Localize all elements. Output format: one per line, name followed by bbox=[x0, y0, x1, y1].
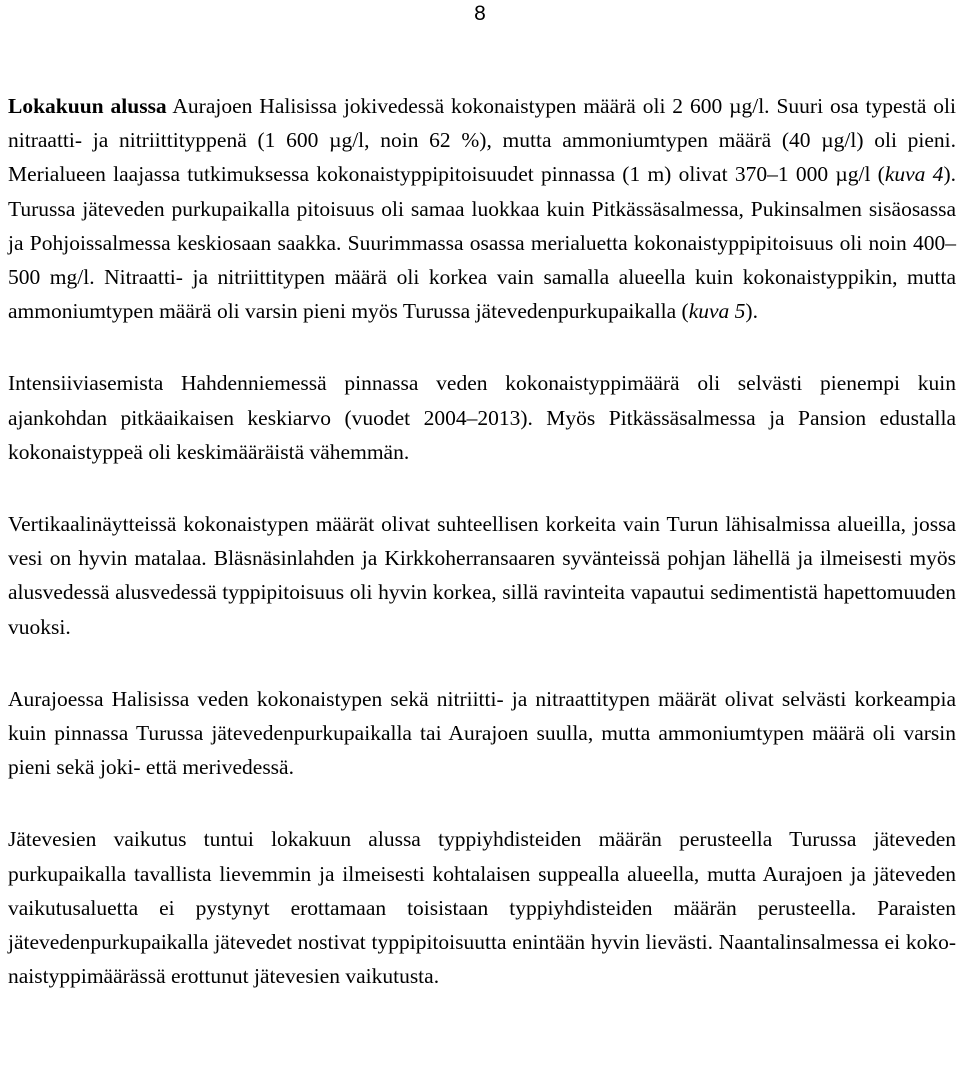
paragraph-5: Jätevesien vaikutus tuntui lokakuun alussa typpiyhdisteiden määrän perusteella Turussa jäteveden purkupaikalla tavallista lievemmin ja ilmeisesti kohtalaisen suppealla alueella, mutta Aurajoen ja jäteveden vaikutusaluetta ei pystynyt erottamaan toisistaan typpiyhdisteiden määrän perusteella. Paraisten jätevedenpurkupaikalla jätevedet nostivat typpipitoisuutta enintään hyvin lievästi. Naantalinsalmessa ei kokonaistyppimäärässä erottunut jätevesien vaikutusta. bbox=[8, 827, 956, 989]
paragraph-1 bbox=[8, 89, 956, 328]
paragraph-1-text-b: ). Turussa jäteveden purkupaikalla pitoisuus oli samaa luokkaa kuin Pitkässäsalmessa, Pukinsalmen sisäosassa ja Pohjoissalmessa keskiosaan saakka. Suurimmassa osassa merialuetta kokonaistyppipitoisuus oli noin 400–500 mg/l. Nitraatti- ja nitriittitypen määrä oli korkea vain samalla alueella kuin kokonaistyppikin, mutta ammoniumtypen määrä oli varsin pieni myös Turussa jätevedenpurkupaikalla ( bbox=[8, 162, 956, 324]
figure-reference-kuva-5[interactable]: kuva 5 bbox=[688, 299, 746, 324]
paragraph-1-text-c: ). bbox=[745, 299, 758, 324]
paragraph-1-text-a: Aurajoen Halisissa jokivedessä kokonaistypen määrä oli 2 600 µg/l. Suuri osa typestä oli nitraatti- ja nitriittityppenä (1 600 µg/l, noin 62 %), mutta ammoniumtypen määrä (40 µg/l) oli pieni. Merialueen laajassa tutkimuksessa kokonaistyppipitoisuudet pinnassa (1 m) olivat 370–1 000 µg/l ( bbox=[8, 94, 956, 187]
document-body bbox=[8, 89, 956, 993]
paragraph-4: Aurajoessa Halisissa veden kokonaistypen sekä nitriitti- ja nitraattitypen määrät olivat selvästi korkeampia kuin pinnassa Turussa jätevedenpurkupaikalla tai Aurajoen suulla, mutta ammoniumtypen määrä oli varsin pieni sekä joki- että merivedessä. bbox=[8, 686, 956, 780]
paragraph-2: Intensiiviasemista Hahdenniemessä pinnassa veden kokonaistyppimäärä oli selvästi pienempi kuin ajankohdan pitkäaikaisen keskiarvo (vuodet 2004–2013). Myös Pitkässäsalmessa ja Pansion edustalla kokonaistyppeä oli keskimääräistä vähemmän. bbox=[8, 371, 956, 464]
page-number: 8 bbox=[474, 2, 486, 25]
paragraph-lead-heading: Lokakuun alussa bbox=[8, 94, 167, 118]
figure-reference-kuva-4[interactable]: kuva 4 bbox=[884, 162, 944, 187]
paragraph-3: Vertikaalinäytteissä kokonaistypen määrät olivat suhteellisen korkeita vain Turun lähisalmissa alueilla, jossa vesi on hyvin matalaa. Bläsnäsinlahden ja Kirkkoherransaaren syvänteissä pohjan lähellä ja ilmeisesti myös alusvedessä alusvedessä typpipitoisuus oli hyvin korkea, sillä ravinteita vapautui sedimentistä hapettomuuden vuoksi. bbox=[8, 512, 956, 639]
